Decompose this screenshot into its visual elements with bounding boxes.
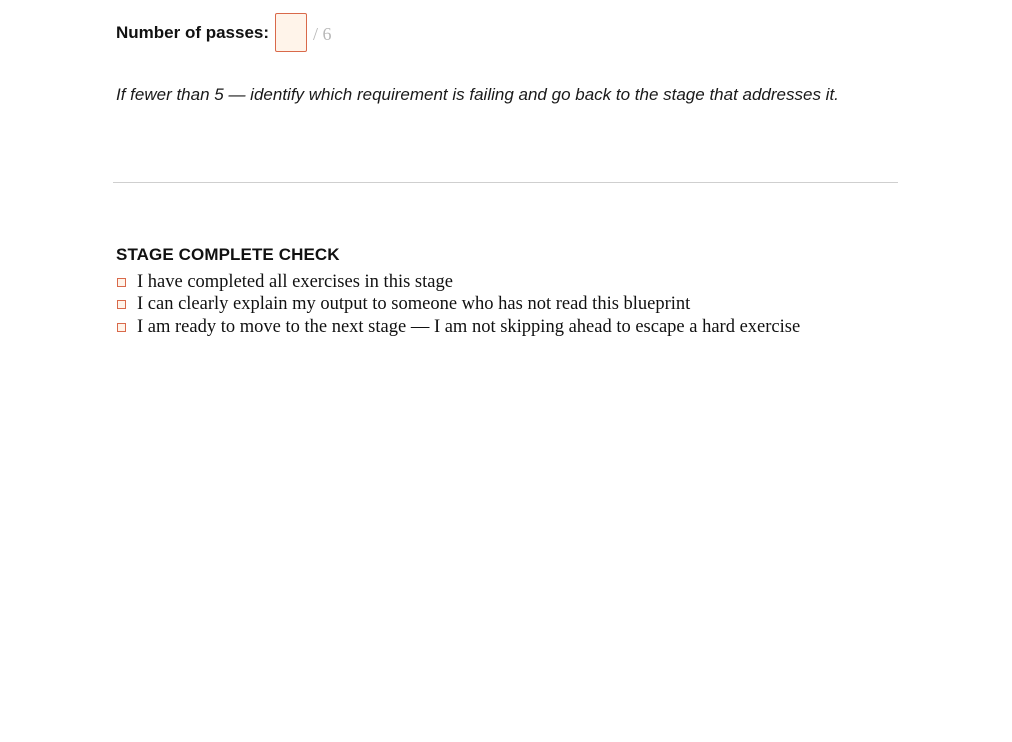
section-divider [113, 182, 898, 183]
passes-input[interactable] [275, 13, 307, 52]
stage-check-heading: STAGE COMPLETE CHECK [116, 245, 340, 264]
checklist-item-label: I am ready to move to the next stage — I am not skipping ahead to escape a hard exercise [137, 316, 801, 337]
checkbox[interactable] [117, 323, 126, 332]
passes-label: Number of passes: [116, 22, 270, 42]
checkbox[interactable] [117, 278, 126, 287]
checklist-item[interactable] [116, 271, 800, 294]
passes-row [116, 11, 332, 53]
checklist-item-label: I have completed all exercises in this stage [137, 271, 453, 292]
checkbox[interactable] [117, 300, 126, 309]
instruction-note: If fewer than 5 — identify which requirement is failing and go back to the stage that addresses it. [116, 85, 839, 104]
checklist-item[interactable] [116, 294, 800, 317]
checklist-item[interactable] [116, 316, 800, 339]
stage-checklist [116, 271, 800, 339]
passes-total: / 6 [313, 23, 332, 44]
checklist-item-label: I can clearly explain my output to someone who has not read this blueprint [137, 294, 691, 315]
